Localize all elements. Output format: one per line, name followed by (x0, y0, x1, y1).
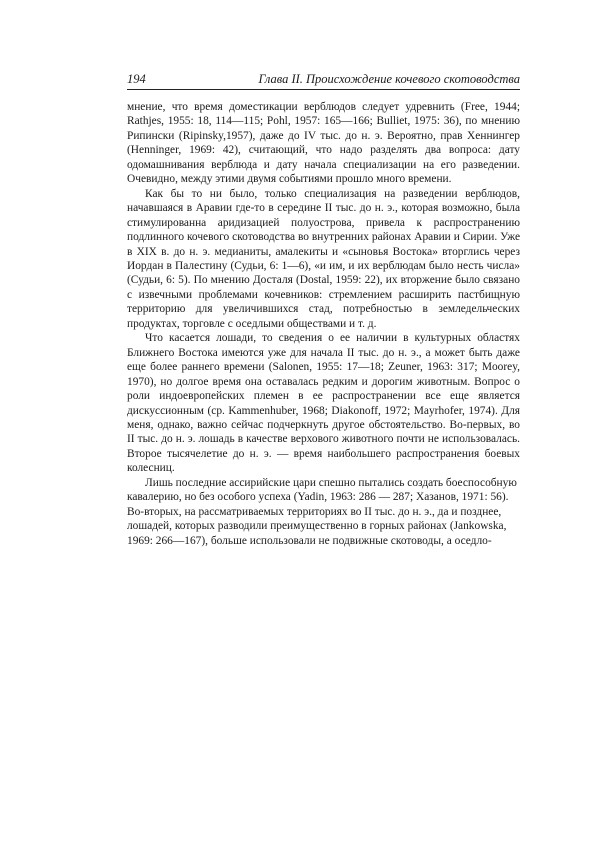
paragraph-1: мнение, что время доместикации верблюдов следует удревнить (Free, 1944; Rathjes, 1955: 18, 114—115; Pohl, 1957: 165—166; Bulliet, 1975: 36), по мнению Рипински (Ripinsky,1957), даже до IV тыс. до н. э. Вероятно, прав Хеннингер (Henninger, 1969: 42), считающий, что надо разделять два вопроса: дату одомашнивания верблюда и дату начала специализации на его разведении. Очевидно, между этими двумя событиями прошло много времени. (127, 101, 520, 186)
paragraph-2: Как бы то ни было, только специализация на разведении верблюдов, начавшаяся в Аравии где-то в середине II тыс. до н. э., которая возможно, была стимулированна аридизацией полуострова, привела к распространению подлинного кочевого скотоводства во внутренних районах Аравии и Сирии. Уже в XIX в. до н. э. медианиты, амалекиты и «сыновья Востока» вторглись через Иордан в Палестину (Судьи, 6: 1—6), «и им, и их верблюдам было несть числа» (Судьи, 6: 5). По мнению Досталя (Dostal, 1959: 22), их вторжение было связано с извечными проблемами кочевников: стремлением расширить пастбищную территорию для увеличившихся стад, потребностью в земледельческих продуктах, торговле с оседлыми обществами и т. д. (127, 187, 520, 330)
body-text (127, 100, 520, 548)
paragraph-4: Лишь последние ассирийские цари спешно пытались создать боеспособную кавалерию, но без особого успеха (Yadin, 1963: 286 — 287; Хазанов, 1971: 56). Во-вторых, на рассматриваемых территориях во II тыс. до н. э., да и позднее, лошадей, которых разводили преимущественно в горных районах (Jankowska, 1969: 266—167), больше использовали не подвижные скотоводы, а оседло- (127, 476, 517, 547)
paragraph-3: Что касается лошади, то сведения о ее наличии в культурных областях Ближнего Востока имеются уже для начала II тыс. до н. э., а может быть даже еще более раннего времени (Salonen, 1955: 17—18; Zeuner, 1963: 317; Moorey, 1970), но долгое время она оставалась редким и дорогим животным. Вопрос о роли индоевропейских племен в ее распространении все еще является дискуссионным (ср. Kammenhuber, 1968; Diakonoff, 1972; Mayrhofer, 1974). Для меня, однако, важно сейчас подчеркнуть другое обстоятельство. Во-первых, во II тыс. до н. э. лошадь в качестве верхового животного почти не использовалась. Второе тысячелетие до н. э. — время наибольшего распространения боевых колесниц. (127, 332, 520, 475)
running-header (127, 71, 520, 88)
header-rule (127, 89, 520, 90)
running-title: Глава II. Происхождение кочевого скотоводства (258, 72, 520, 86)
page-number: 194 (127, 72, 146, 86)
